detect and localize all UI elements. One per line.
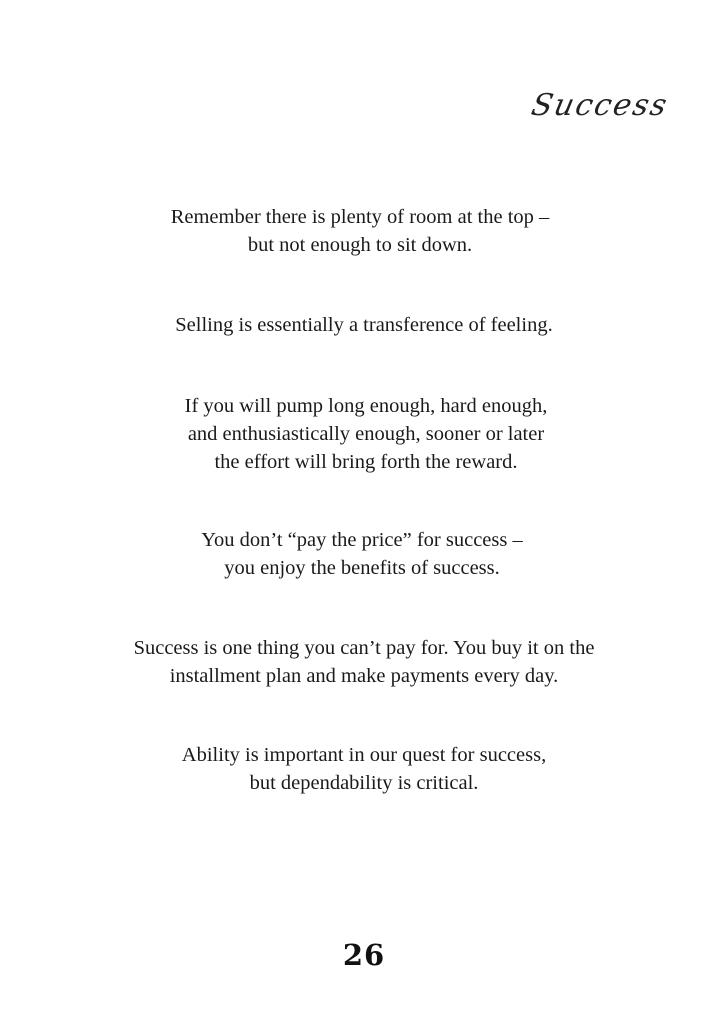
page-number: 26 [342,938,386,972]
quote-item [0,311,728,339]
quote-line: Ability is important in our quest for success, [181,744,547,766]
quote-line: the effort will bring forth the reward. [214,451,518,473]
quote-line: Remember there is plenty of room at the top – [170,206,550,228]
quote-line: Success is one thing you can’t pay for. You buy it on the [133,637,595,659]
quote-line: Selling is essentially a transference of feeling. [175,314,553,336]
quote-line: If you will pump long enough, hard enough, [184,395,548,417]
quote-item [0,203,724,259]
quote-item [0,741,728,797]
quote-line: you enjoy the benefits of success. [224,557,500,579]
quote-line: installment plan and make payments every day. [169,665,559,687]
quote-item [0,634,728,690]
quote-line: and enthusiastically enough, sooner or later [187,423,545,445]
quote-line: You don’t “pay the price” for success – [201,529,523,551]
quote-item [0,526,726,582]
quote-item [2,392,728,476]
chapter-title: Success [528,88,672,123]
quote-line: but not enough to sit down. [247,234,473,256]
quote-line: but dependability is critical. [249,772,479,794]
